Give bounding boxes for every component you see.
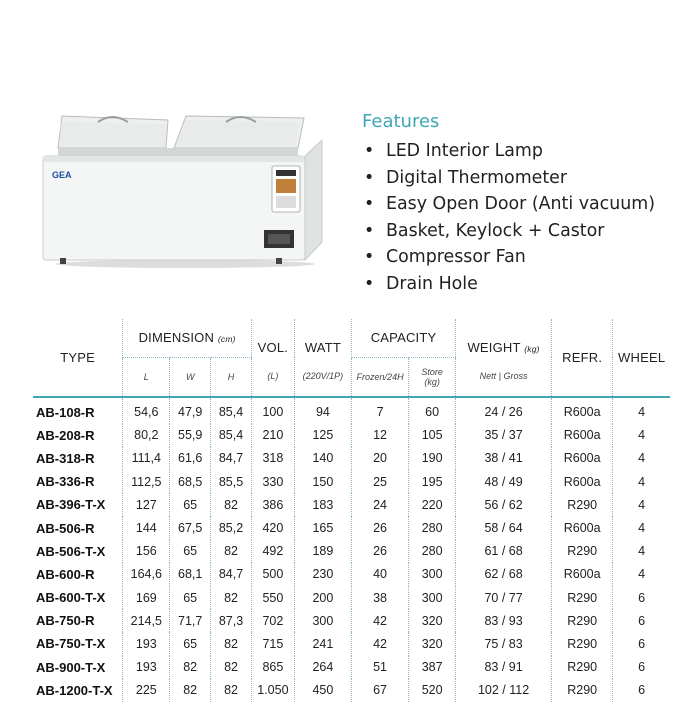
cell-dim-h: 85,5 [211,470,252,493]
col-header-dim-h: H [211,357,252,397]
cell-weight: 75 / 83 [456,632,552,655]
cell-dim-w: 55,9 [170,424,211,447]
cell-refr: R290 [552,679,613,702]
cell-wheel: 6 [613,679,670,702]
cell-dim-h: 84,7 [211,447,252,470]
cell-cap-store: 195 [409,470,456,493]
cell-watt: 450 [294,679,351,702]
features-list [362,138,692,297]
table-row [33,656,670,679]
cell-dim-l: 80,2 [123,424,170,447]
cell-wheel: 6 [613,632,670,655]
cell-refr: R290 [552,632,613,655]
cell-wheel: 6 [613,586,670,609]
cell-cap-frozen: 12 [351,424,408,447]
cell-dim-l: 144 [123,516,170,539]
cell-refr: R600a [552,516,613,539]
cell-model: AB-208-R [36,427,95,443]
features-title: Features [362,111,440,132]
cell-dim-l: 193 [123,656,170,679]
cell-watt: 94 [294,397,351,424]
feature-item: • Compressor Fan [362,244,692,271]
cell-dim-l: 225 [123,679,170,702]
bullet-icon: • [364,141,375,161]
table-row [33,540,670,563]
cell-dim-w: 68,5 [170,470,211,493]
cell-cap-store: 387 [409,656,456,679]
col-header-type: TYPE [33,319,123,397]
cell-dim-h: 82 [211,493,252,516]
cell-model: AB-336-R [36,474,95,490]
col-header-cap-frozen: Frozen/24H [351,357,408,397]
cell-cap-frozen: 26 [351,540,408,563]
cell-wheel: 4 [613,424,670,447]
cell-refr: R290 [552,540,613,563]
cell-cap-frozen: 38 [351,586,408,609]
cell-dim-h: 85,4 [211,424,252,447]
cell-weight: 83 / 93 [456,609,552,632]
spec-table-body [33,397,670,702]
cell-dim-w: 65 [170,586,211,609]
cell-dim-l: 54,6 [123,397,170,424]
cell-dim-l: 214,5 [123,609,170,632]
col-header-vol: VOL. [251,319,294,357]
cell-wheel: 6 [613,656,670,679]
cell-dim-l: 164,6 [123,563,170,586]
cell-dim-w: 71,7 [170,609,211,632]
table-row [33,447,670,470]
spec-table [33,319,670,702]
table-row [33,470,670,493]
cell-weight: 83 / 91 [456,656,552,679]
col-header-refr: REFR. [552,319,613,397]
feature-item: • Digital Thermometer [362,165,692,192]
cell-model: AB-108-R [36,404,95,420]
col-header-watt-unit: (220V/1P) [294,357,351,397]
cell-cap-store: 520 [409,679,456,702]
bullet-icon: • [364,220,375,241]
cell-dim-h: 82 [211,679,252,702]
cell-refr: R600a [552,470,613,493]
cell-vol: 702 [251,609,294,632]
cell-weight: 38 / 41 [456,447,552,470]
cell-vol: 550 [251,586,294,609]
col-header-weight: WEIGHT (kg) [456,319,552,357]
bullet-icon: • [364,167,375,188]
cell-weight: 35 / 37 [456,424,552,447]
cell-weight: 102 / 112 [456,679,552,702]
feature-item: • Drain Hole [362,271,692,298]
table-row [33,679,670,702]
cell-model: AB-750-T-X [36,636,106,652]
cell-vol: 500 [251,563,294,586]
table-row [33,397,670,424]
cell-weight: 24 / 26 [456,397,552,424]
cell-cap-store: 300 [409,563,456,586]
cell-vol: 318 [251,447,294,470]
col-header-dim-w: W [170,357,211,397]
cell-weight: 58 / 64 [456,516,552,539]
cell-dim-w: 47,9 [170,397,211,424]
col-header-dim-l: L [123,357,170,397]
cell-cap-frozen: 51 [351,656,408,679]
feature-item: • LED Interior Lamp [362,138,692,165]
cell-cap-frozen: 25 [351,470,408,493]
cell-vol: 100 [251,397,294,424]
cell-wheel: 4 [613,470,670,493]
cell-cap-store: 320 [409,609,456,632]
table-row [33,516,670,539]
cell-weight: 62 / 68 [456,563,552,586]
cell-dim-h: 82 [211,540,252,563]
cell-cap-store: 190 [409,447,456,470]
cell-watt: 189 [294,540,351,563]
cell-cap-store: 280 [409,516,456,539]
cell-refr: R600a [552,397,613,424]
cell-cap-store: 60 [409,397,456,424]
cell-watt: 300 [294,609,351,632]
cell-model: AB-900-T-X [36,659,106,675]
cell-wheel: 4 [613,563,670,586]
cell-model: AB-396-T-X [36,497,106,513]
cell-weight: 61 / 68 [456,540,552,563]
cell-refr: R290 [552,609,613,632]
cell-refr: R290 [552,656,613,679]
cell-cap-frozen: 42 [351,609,408,632]
cell-model: AB-506-R [36,520,95,536]
cell-cap-frozen: 24 [351,493,408,516]
cell-wheel: 4 [613,397,670,424]
cell-vol: 330 [251,470,294,493]
cell-refr: R290 [552,493,613,516]
cell-dim-w: 68,1 [170,563,211,586]
cell-vol: 492 [251,540,294,563]
cell-model: AB-600-R [36,566,95,582]
table-row [33,586,670,609]
cell-wheel: 4 [613,516,670,539]
svg-text:GEA: GEA [52,170,72,180]
col-header-vol-unit: (L) [251,357,294,397]
cell-cap-frozen: 7 [351,397,408,424]
cell-dim-l: 156 [123,540,170,563]
cell-refr: R600a [552,424,613,447]
cell-cap-frozen: 20 [351,447,408,470]
table-row [33,493,670,516]
cell-cap-frozen: 67 [351,679,408,702]
cell-vol: 865 [251,656,294,679]
cell-dim-w: 65 [170,493,211,516]
cell-model: AB-600-T-X [36,590,106,606]
cell-vol: 1.050 [251,679,294,702]
cell-dim-l: 127 [123,493,170,516]
cell-cap-store: 220 [409,493,456,516]
cell-refr: R600a [552,447,613,470]
cell-watt: 125 [294,424,351,447]
cell-dim-l: 111,4 [123,447,170,470]
cell-dim-h: 84,7 [211,563,252,586]
cell-dim-h: 82 [211,586,252,609]
cell-weight: 48 / 49 [456,470,552,493]
cell-dim-h: 82 [211,632,252,655]
cell-watt: 165 [294,516,351,539]
cell-wheel: 4 [613,493,670,516]
col-header-dimension: DIMENSION (cm) [123,319,252,357]
cell-wheel: 4 [613,540,670,563]
cell-watt: 241 [294,632,351,655]
cell-vol: 386 [251,493,294,516]
cell-dim-l: 112,5 [123,470,170,493]
cell-model: AB-318-R [36,450,95,466]
feature-item: • Basket, Keylock + Castor [362,218,692,245]
cell-cap-frozen: 42 [351,632,408,655]
cell-dim-w: 82 [170,656,211,679]
col-header-weight-sub: Nett | Gross [456,357,552,397]
cell-cap-store: 105 [409,424,456,447]
cell-watt: 200 [294,586,351,609]
cell-wheel: 4 [613,447,670,470]
cell-dim-h: 85,4 [211,397,252,424]
cell-dim-h: 85,2 [211,516,252,539]
cell-dim-w: 67,5 [170,516,211,539]
cell-dim-w: 65 [170,632,211,655]
cell-model: AB-750-R [36,613,95,629]
chest-freezer-image [40,112,330,272]
col-header-watt: WATT [294,319,351,357]
bullet-icon: • [364,194,375,214]
cell-dim-h: 87,3 [211,609,252,632]
cell-weight: 56 / 62 [456,493,552,516]
cell-wheel: 6 [613,609,670,632]
cell-watt: 264 [294,656,351,679]
table-row [33,609,670,632]
cell-vol: 715 [251,632,294,655]
table-row [33,563,670,586]
feature-item: • Easy Open Door (Anti vacuum) [362,191,692,218]
table-row [33,424,670,447]
cell-model: AB-506-T-X [36,543,106,559]
cell-cap-frozen: 40 [351,563,408,586]
bullet-icon: • [364,273,375,294]
bullet-icon: • [364,247,375,267]
cell-watt: 183 [294,493,351,516]
features-section [362,110,692,297]
col-header-capacity: CAPACITY [351,319,455,357]
cell-dim-l: 193 [123,632,170,655]
cell-dim-w: 82 [170,679,211,702]
cell-refr: R290 [552,586,613,609]
cell-cap-store: 300 [409,586,456,609]
cell-refr: R600a [552,563,613,586]
cell-dim-w: 61,6 [170,447,211,470]
cell-cap-store: 320 [409,632,456,655]
cell-vol: 420 [251,516,294,539]
cell-watt: 140 [294,447,351,470]
table-row [33,632,670,655]
cell-model: AB-1200-T-X [36,682,113,698]
cell-cap-frozen: 26 [351,516,408,539]
cell-cap-store: 280 [409,540,456,563]
cell-dim-h: 82 [211,656,252,679]
cell-weight: 70 / 77 [456,586,552,609]
cell-vol: 210 [251,424,294,447]
cell-watt: 230 [294,563,351,586]
col-header-wheel: WHEEL [613,319,670,397]
cell-dim-l: 169 [123,586,170,609]
cell-watt: 150 [294,470,351,493]
cell-dim-w: 65 [170,540,211,563]
col-header-cap-store: Store (kg) [409,357,456,397]
